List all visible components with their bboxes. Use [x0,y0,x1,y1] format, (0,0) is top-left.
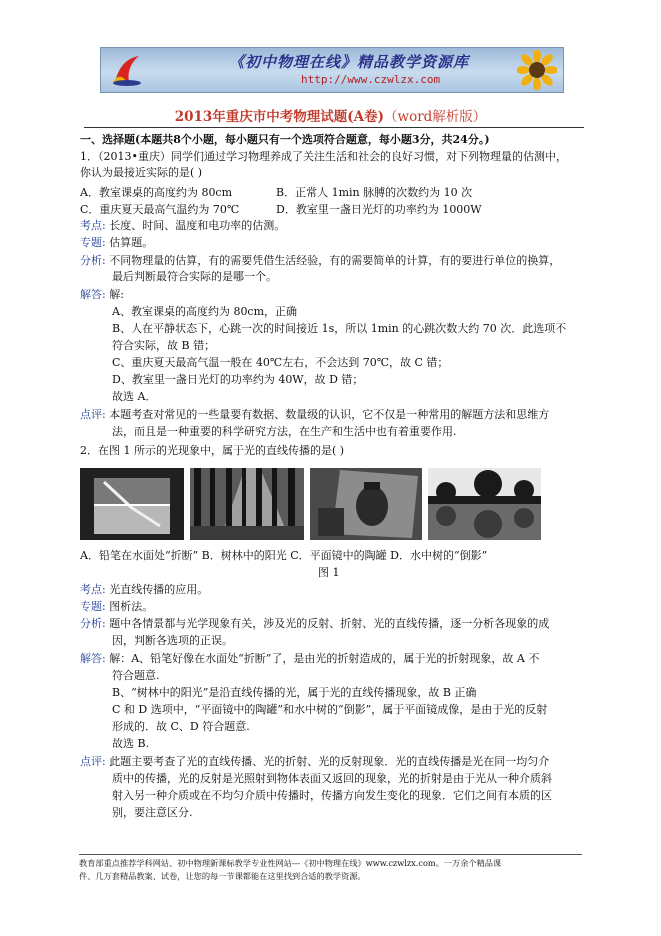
sunflower-icon [517,50,557,90]
banner-logo-icon [109,52,145,88]
q1-stem-line1: 1．（2013•重庆）同学们通过学习物理养成了关注生活和社会的良好习惯，对下列物理量的估测中， [80,150,567,163]
title-divider [84,127,584,128]
figure-captions: A．铅笔在水面处“折断” B．树林中的阳光 C．平面镜中的陶罐 D．水中树的“倒影” [80,549,488,562]
q1-kaodian [80,219,285,233]
q2-jieda [80,652,539,666]
q1-jieda-label: 解答: [80,288,106,301]
q2-zhuanti-label: 专题: [80,600,106,613]
banner-url: http://www.czwlzx.com [301,73,441,86]
q2-fenxi-label: 分析: [80,617,106,630]
q1-fenxi [80,254,560,268]
title-sub: （word解析版） [384,109,487,125]
q1-jieda-text6: 故选 A． [112,390,157,403]
q2-jieda-text2: 符合题意. [112,669,160,682]
figure-photo-mirror-jar [310,468,422,540]
q2-kaodian [80,583,208,597]
q1-dianping-text1: 本题考查对常见的一些量要有数据、数量级的认识，它不仅是一种常用的解题方法和思维方 [109,408,550,421]
q1-jieda-text4: C、重庆夏天最高气温一般在 40℃左右，不会达到 70℃，故 C 错； [112,356,449,369]
footer-line2: 件、几万套精品教案、试卷，让您的每一节课都能在这里找到合适的教学资源。 [79,871,366,881]
q1-fenxi-text2: 最后判断最符合实际的是哪一个。 [112,270,277,283]
footer-line1: 教育部重点推荐学科网站、初中物理新课标教学专业性网站---《初中物理在线》www.czwlzx.com。一万余个精品课 [79,858,502,868]
q2-dianping-text3: 射入另一种介质或在不均匀介质中传播时，传播方向发生变化的现象．它们之间有本质的区 [112,789,552,802]
q1-fenxi-label: 分析: [80,254,106,267]
q2-zhuanti-text: 图析法。 [109,600,154,613]
q2-stem: 2．在图 1 所示的光现象中，属于光的直线传播的是( ) [80,444,345,457]
q1-jieda-text1: A、教室课桌的高度约为 80cm，正确 [112,305,298,318]
q1-jieda-text2: B、人在平静状态下，心跳一次的时间接近 1s，所以 1min 的心跳次数大约 70 次．此选项不 [112,322,567,335]
q1-dianping-text2: 法，而且是一种重要的科学研究方法，在生产和生活中也有着重要作用. [112,425,457,438]
q2-kaodian-text: 光直线传播的应用。 [109,583,209,596]
banner-title: 《初中物理在线》精品教学资源库 [229,53,470,71]
q1-option-a: A．教室课桌的高度约为 80cm [80,186,233,199]
q2-jieda-text1: 解：A、铅笔好像在水面处“折断”了，是由光的折射造成的，属于光的折射现象，故 A 不 [109,652,540,665]
q1-stem-line2: 你认为最接近实际的是( ) [80,166,203,179]
q2-dianping-text2: 质中的传播，光的反射是光照射到物体表面又返回的现象，光的折射是由于光从一种介质斜 [112,772,552,785]
figure-label: 图 1 [318,566,340,579]
q2-fenxi-text2: 因，判断各选项的正误。 [112,634,233,647]
q2-jieda-text3: B、“树林中的阳光”是沿直线传播的光，属于光的直线传播现象，故 B 正确 [112,686,477,699]
q1-kaodian-label: 考点: [80,219,106,232]
figure-photo-pencil [80,468,184,540]
title-main: 2013年重庆市中考物理试题(A卷) [174,109,385,125]
q1-option-d: D．教室里一盏日光灯的功率约为 1000W [276,203,482,216]
q1-jieda [80,288,124,302]
q1-dianping-label: 点评: [80,408,106,421]
q2-jieda-text6: 故选 B. [112,737,150,750]
document-title [0,105,661,125]
q2-dianping-text4: 别，要注意区分. [112,806,193,819]
figure-photo-forest [190,468,304,540]
q1-jieda-text3: 符合实际，故 B 错； [112,339,216,352]
q2-dianping-text1: 此题主要考查了光的直线传播、光的折射、光的反射现象．光的直线传播是光在同一均匀介 [109,755,550,768]
header-banner [100,47,564,93]
q2-dianping [80,755,549,769]
footer-divider [79,854,582,855]
figure-photo-tree-reflection [428,468,541,540]
q2-jieda-label: 解答: [80,652,106,665]
q1-kaodian-text: 长度、时间、温度和电功率的估测。 [109,219,286,232]
q1-zhuanti-label: 专题: [80,236,106,249]
q1-zhuanti-text: 估算题。 [109,236,154,249]
q1-jieda-text5: D、教室里一盏日光灯的功率约为 40W，故 D 错； [112,373,364,386]
q2-dianping-label: 点评: [80,755,106,768]
q1-dianping [80,408,549,422]
q1-option-c: C．重庆夏天最高气温约为 70℃ [80,203,240,216]
section-heading: 一、选择题(本题共8个小题，每小题只有一个选项符合题意，每小题3分，共24分。) [80,133,490,146]
q1-fenxi-text1: 不同物理量的估算，有的需要凭借生活经验，有的需要简单的计算，有的要进行单位的换算， [109,254,561,267]
q2-jieda-text5: 形成的．故 C、D 符合题意. [112,720,250,733]
q2-zhuanti [80,600,153,614]
q2-fenxi-text1: 题中各情景都与光学现象有关，涉及光的反射、折射、光的直线传播，逐一分析各现象的成 [109,617,550,630]
q2-kaodian-label: 考点: [80,583,106,596]
q1-jieda-text0: 解: [109,288,124,301]
q2-fenxi [80,617,549,631]
q1-zhuanti [80,236,153,250]
q1-option-b: B．正常人 1min 脉膊的次数约为 10 次 [276,186,473,199]
q2-jieda-text4: C 和 D 选项中，“平面镜中的陶罐”和水中树的“倒影”，属于平面镜成像，是由于光的反射 [112,703,548,716]
